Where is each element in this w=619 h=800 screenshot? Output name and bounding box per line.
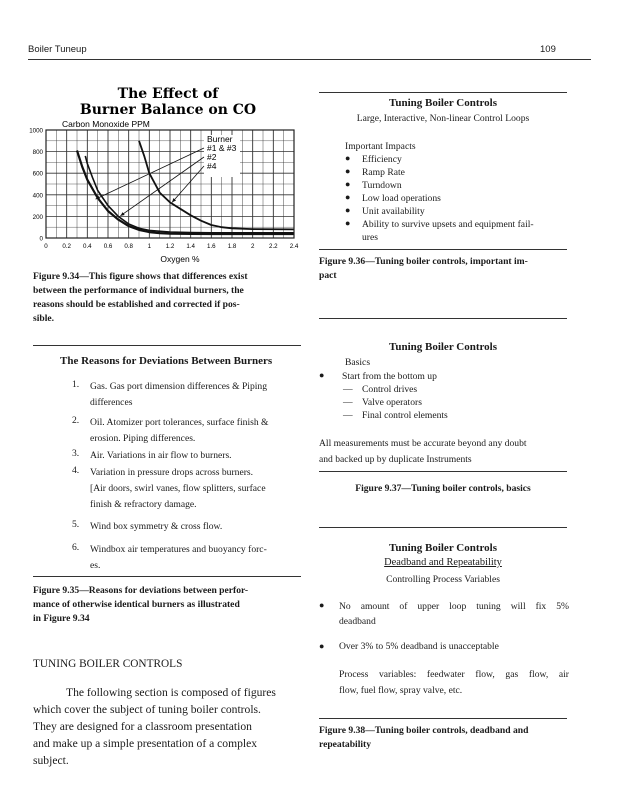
figure-9-36-bottom-rule <box>319 249 567 250</box>
figure-9-36-list-heading: Important Impacts <box>345 141 416 152</box>
note-line: All measurements must be accurate beyond any doubt <box>319 438 527 449</box>
list-line: Wind box symmetry & cross flow. <box>90 521 223 532</box>
x-tick-label: 1.8 <box>227 243 237 250</box>
list-line: [Air doors, swirl vanes, flow splitters, surface <box>90 483 266 494</box>
figure-9-35-caption <box>33 584 300 626</box>
note-line: flow, fuel flow, spray valve, etc. <box>339 685 463 696</box>
dash-icon: — <box>343 384 353 395</box>
bullet-icon: ● <box>319 641 325 651</box>
x-tick-label: 1.2 <box>165 243 175 250</box>
figure-9-38-top-rule <box>319 527 567 528</box>
x-tick-label: 0.6 <box>103 243 113 250</box>
x-tick-label: 0.2 <box>62 243 71 250</box>
dash-item: Final control elements <box>362 410 448 421</box>
figure-9-38-subtitle: Deadband and Repeatability <box>384 557 502 568</box>
list-item <box>90 542 302 574</box>
figure-9-37-caption: Figure 9.37—Tuning boiler controls, basics <box>355 483 531 494</box>
figure-9-38-title: Tuning Boiler Controls <box>389 542 497 554</box>
paragraph-line: which cover the subject of tuning boiler controls. <box>33 703 261 716</box>
x-tick-label: 0 <box>44 243 48 250</box>
bullet-line: No amount of upper loop tuning will fix 5% <box>339 601 569 612</box>
bullet-item: Ramp Rate <box>362 167 405 178</box>
figure-9-37-top-rule <box>319 318 567 319</box>
figure-9-37-bottom-rule <box>319 471 567 472</box>
list-line: Oil. Atomizer port tolerances, surface finish & <box>90 417 269 428</box>
bullet-icon: ● <box>345 218 351 228</box>
running-header-title: Boiler Tuneup <box>28 44 87 55</box>
bullet-item: Unit availability <box>362 206 425 217</box>
dash-icon: — <box>343 410 353 421</box>
x-tick-label: 2.4 <box>289 243 299 250</box>
caption-line: pact <box>319 270 337 281</box>
bullet-icon: ● <box>319 600 325 610</box>
caption-line: Figure 9.38—Tuning boiler controls, deadband and <box>319 725 529 736</box>
paragraph-line: subject. <box>33 754 69 767</box>
list-number: 5. <box>72 519 80 530</box>
list-line: Air. Variations in air flow to burners. <box>90 450 232 461</box>
chart-ylabel: Carbon Monoxide PPM <box>62 119 150 129</box>
list-line: Variation in pressure drops across burners. <box>90 467 254 478</box>
y-tick-label: 0 <box>39 235 43 243</box>
list-number: 1. <box>72 379 80 390</box>
bullet-line: Ability to survive upsets and equipment fail- <box>362 219 534 230</box>
figure-9-35-top-rule <box>33 345 301 346</box>
section-paragraph <box>33 684 301 769</box>
caption-line: Figure 9.34—This figure shows that differences exist <box>33 271 248 282</box>
co-chart <box>28 80 308 265</box>
y-tick-label: 200 <box>32 213 43 221</box>
list-item <box>90 448 302 464</box>
note-line: Process variables: feedwater flow, gas flow, air <box>339 669 569 680</box>
caption-line: reasons should be established and corrected if pos- <box>33 299 240 310</box>
figure-9-38-subtitle-2: Controlling Process Variables <box>386 574 500 585</box>
list-line: finish & refractory damage. <box>90 499 197 510</box>
bullet-icon: ● <box>319 370 325 380</box>
bullet-icon: ● <box>345 205 351 215</box>
caption-line: repeatability <box>319 739 372 750</box>
figure-9-36-top-rule <box>319 92 567 93</box>
y-tick-label: 600 <box>32 170 43 178</box>
list-number: 4. <box>72 465 80 476</box>
caption-line: in Figure 9.34 <box>33 613 90 624</box>
legend-entry: #4 <box>207 161 217 171</box>
figure-9-34-caption <box>33 270 300 326</box>
figure-9-38-bottom-rule <box>319 718 567 719</box>
bullet-icon: ● <box>345 179 351 189</box>
chart-legend <box>96 134 240 216</box>
bullet-line: ures <box>362 232 378 243</box>
legend-entry: #2 <box>207 152 217 162</box>
caption-line: mance of otherwise identical burners as illustrated <box>33 599 240 610</box>
legend-title: Burner <box>207 134 233 144</box>
list-number: 3. <box>72 448 80 459</box>
y-tick-label: 1000 <box>29 127 43 135</box>
paragraph-line: and make up a simple presentation of a complex <box>33 737 258 750</box>
y-tick-label: 800 <box>32 149 43 157</box>
chart-title-line-2: Burner Balance on CO <box>79 102 257 118</box>
caption-line: Figure 9.36—Tuning boiler controls, important im- <box>319 256 528 267</box>
figure-9-38-note <box>339 667 569 699</box>
legend-entry: #1 & #3 <box>207 143 237 153</box>
bullet-icon: ● <box>345 166 351 176</box>
bullet-item: Turndown <box>362 180 402 191</box>
list-number: 6. <box>72 542 80 553</box>
bullet-icon: ● <box>345 153 351 163</box>
x-tick-label: 2 <box>250 243 255 250</box>
caption-line: Figure 9.35—Reasons for deviations between perfor- <box>33 585 249 596</box>
list-line: es. <box>90 560 101 571</box>
x-tick-label: 1.4 <box>186 243 195 250</box>
list-number: 2. <box>72 415 80 426</box>
list-item <box>90 415 302 447</box>
bullet-item: Efficiency <box>362 154 402 165</box>
section-heading: TUNING BOILER CONTROLS <box>33 658 183 670</box>
header-rule <box>28 59 591 60</box>
x-tick-label: 1.6 <box>207 243 216 250</box>
list-line: Windbox air temperatures and buoyancy forc- <box>90 544 267 555</box>
bullet-item: Start from the bottom up <box>342 371 437 382</box>
caption-line: sible. <box>33 313 55 324</box>
page-number: 109 <box>540 44 556 55</box>
figure-9-37-subtitle: Basics <box>345 357 371 368</box>
legend-leader-line <box>120 157 204 216</box>
bullet-item: Low load operations <box>362 193 441 204</box>
list-item <box>90 379 302 411</box>
note-line: and backed up by duplicate Instruments <box>319 454 472 465</box>
bullet-item <box>362 218 572 244</box>
chart-title-line-1: The Effect of <box>117 86 219 102</box>
co-chart-svg <box>28 80 308 265</box>
figure-9-36-subtitle: Large, Interactive, Non-linear Control Loops <box>356 113 530 124</box>
dash-item: Control drives <box>362 384 418 395</box>
figure-9-35-bottom-rule <box>33 576 301 577</box>
x-tick-label: 0.4 <box>83 243 92 250</box>
figure-9-38-caption <box>319 724 569 752</box>
list-line: Gas. Gas port dimension differences & Piping <box>90 381 268 392</box>
dash-item: Valve operators <box>362 397 422 408</box>
list-line: erosion. Piping differences. <box>90 433 196 444</box>
list-line: differences <box>90 397 133 408</box>
figure-9-37-note <box>319 436 569 468</box>
bullet-item <box>339 599 569 629</box>
dash-icon: — <box>343 397 353 408</box>
paragraph-line: The following section is composed of figures <box>66 686 276 699</box>
legend-arrowhead <box>120 212 124 216</box>
y-tick-label: 400 <box>32 192 43 200</box>
bullet-line: deadband <box>339 616 376 627</box>
bullet-item: Over 3% to 5% deadband is unacceptable <box>339 641 499 652</box>
figure-9-35-title: The Reasons for Deviations Between Burners <box>60 355 273 367</box>
paragraph-line: They are designed for a classroom presentation <box>33 720 252 733</box>
bullet-icon: ● <box>345 192 351 202</box>
x-tick-label: 2.2 <box>269 243 278 250</box>
chart-grid <box>46 130 294 238</box>
chart-xlabel: Oxygen % <box>160 254 200 264</box>
figure-9-36-caption <box>319 255 569 283</box>
x-tick-label: 0.8 <box>124 243 133 250</box>
figure-9-37-title: Tuning Boiler Controls <box>389 341 497 353</box>
list-item <box>90 465 302 513</box>
list-item <box>90 519 302 535</box>
x-tick-label: 1 <box>147 243 152 250</box>
figure-9-36-title: Tuning Boiler Controls <box>389 97 497 109</box>
caption-line: between the performance of individual burners, the <box>33 285 244 296</box>
